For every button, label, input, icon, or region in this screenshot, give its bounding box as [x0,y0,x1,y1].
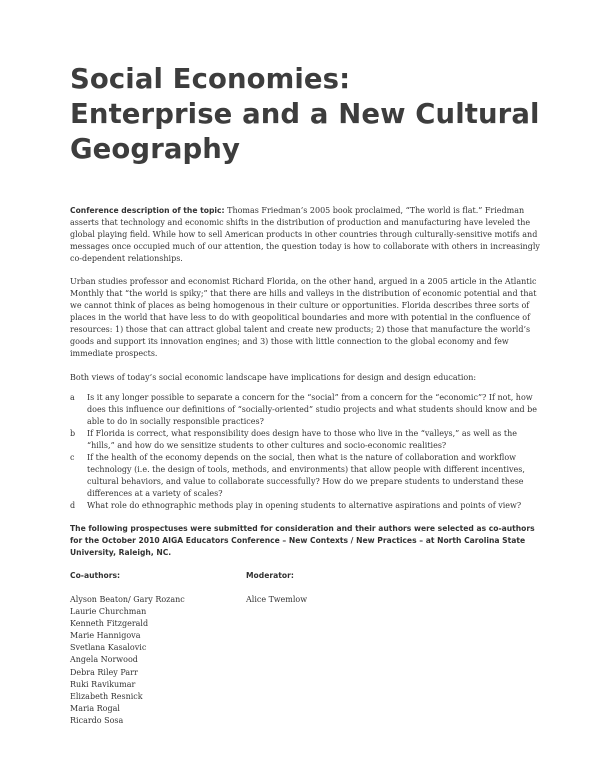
people-section [70,570,540,727]
moderator-heading: Moderator: [246,571,294,580]
moderator-column [246,570,446,727]
question-item [70,428,540,452]
coauthor-list [70,594,246,727]
title-line-1: Social Economies: [70,63,351,95]
coauthor-name: Angela Norwood [70,655,138,665]
coauthor-name: Svetlana Kasalovic [70,643,147,653]
question-list [70,392,540,512]
moderator-list [246,594,446,606]
coauthor-name: Ricardo Sosa [70,715,124,725]
coauthor-name: Elizabeth Resnick [70,691,143,701]
coauthor-name: Maria Rogal [70,703,120,713]
question-item [70,392,540,428]
question-letter: d [70,501,76,510]
page-title [70,62,540,167]
intro-paragraph [70,205,540,265]
question-text: If Florida is correct, what responsibility does design have to those who live in the “valleys,” as well as the “hills,” and how do we sensitize students to other cultures and socio-economic realities? [87,429,517,450]
question-letter: b [70,429,76,438]
question-text: Is it any longer possible to separate a concern for the “social” from a concern for the “economic”? If not, how does this influence our definitions of “socially-oriented” studio projects and what students should know and be able to do in socially responsible practices? [87,393,538,426]
question-item [70,452,540,500]
coauthor-name: Marie Hannigova [70,631,141,641]
coauthors-heading: Co-authors: [70,571,121,580]
moderator-name: Alice Twemlow [246,595,308,604]
question-text: What role do ethnographic methods play in opening students to alternative aspirations and points of view? [87,501,522,510]
intro-text: Thomas Friedman’s 2005 book proclaimed, “The world is flat.” Friedman asserts that technology and economic shifts in the distribution of production and manufacturing have leveled the global playing field. While how to sell American products in other countries through culturally-sensitive motifs and messages once occupied much of our attention, the question today is how to collaborate with others in increasingly co-dependent relationships. [70,206,540,263]
coauthor-name: Laurie Churchman [70,607,147,617]
coauthor-name: Alyson Beaton/ Gary Rozanc [70,595,185,604]
question-text: If the health of the economy depends on the social, then what is the nature of collaboration and workflow technology (i.e. the design of tools, methods, and environments) that allow people with different incentives, cultural behaviors, and value to collaborate successfully? How do we prepare students to understand these differences at a variety of scales? [87,453,525,498]
florida-paragraph: Urban studies professor and economist Richard Florida, on the other hand, argued in a 2005 article in the Atlantic Monthly that “the world is spiky;” that there are hills and valleys in the distribution of economic potential and that we cannot think of places as being homogenous in their culture or opportunities. Florida describes three sorts of places in the world that have less to do with geopolitical boundaries and more with potential in the confluence of resources: 1) those that can attract global talent and create new products; 2) those that manufacture the world’s goods and support its innovation engines; and 3) those with little connection to the global economy and few immediate prospects. [70,277,537,358]
intro-lead: Conference description of the topic: [70,206,225,215]
title-line-2: Enterprise and a New Cultural [70,98,540,130]
title-line-3: Geography [70,133,241,165]
question-item [70,500,540,512]
coauthor-name: Ruki Ravikumar [70,679,136,689]
question-letter: c [70,453,75,462]
question-letter: a [70,393,75,402]
coauthor-name: Debra Riley Parr [70,667,138,677]
document-page [70,62,540,727]
coauthors-column [70,570,246,727]
coauthor-name: Kenneth Fitzgerald [70,619,149,629]
implications-paragraph: Both views of today’s social economic landscape have implications for design and design education: [70,373,477,382]
prospectus-note: The following prospectuses were submitted for consideration and their authors were selected as co-authors for the October 2010 AIGA Educators Conference – New Contexts / New Practices – at North Carolina State University, Raleigh, NC. [70,524,535,557]
